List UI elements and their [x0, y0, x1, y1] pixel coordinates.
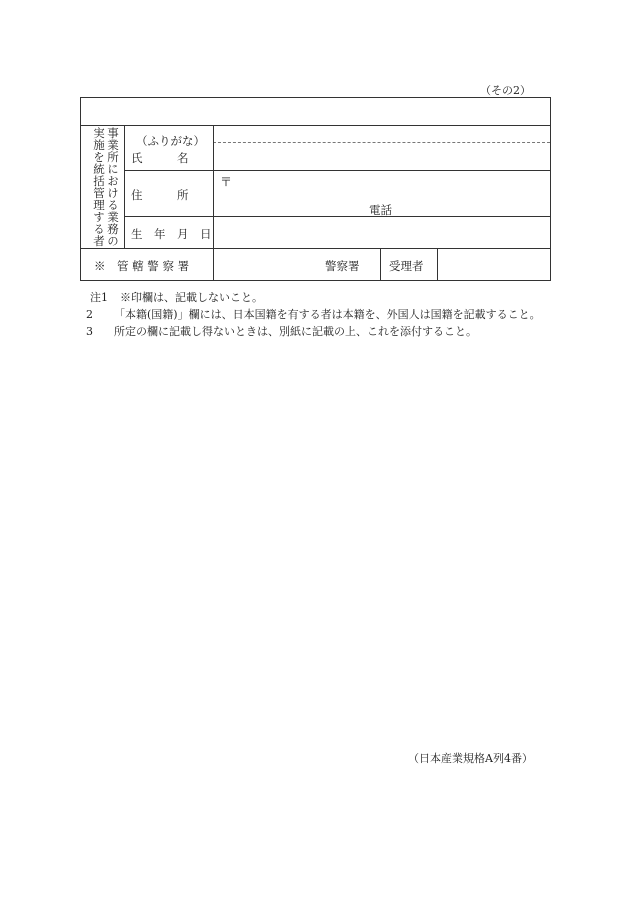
note-3	[86, 323, 560, 340]
furigana-label: （ふりがな）	[136, 134, 205, 148]
receiver-label: 受理者	[389, 259, 424, 273]
top-blank-row[interactable]	[81, 98, 550, 125]
birthdate-label: 生 年 月 日	[131, 227, 212, 241]
phone-label: 電話	[369, 203, 392, 217]
note-2-text: 「本籍(国籍)」欄には、日本国籍を有する者は本籍を、外国人は国籍を記載すること。	[114, 308, 541, 321]
birthdate-input[interactable]	[214, 217, 550, 248]
receiver-input[interactable]	[438, 249, 550, 280]
note-2	[86, 306, 560, 323]
notes-section	[86, 289, 560, 340]
furigana-input[interactable]	[214, 126, 550, 142]
page-number-label: （その2）	[480, 84, 531, 97]
note-1-text: ※印欄は、記載しないこと。	[120, 291, 263, 304]
footer-standard-label: （日本産業規格A列4番）	[408, 752, 533, 765]
form-table	[0, 0, 630, 300]
note-2-number: 2	[86, 308, 93, 321]
responsible-person-header: 事業所における業務の実施を統括管理する者	[92, 127, 120, 247]
note-1	[90, 289, 560, 306]
note-3-number: 3	[86, 325, 93, 338]
jurisdiction-label: ※ 管 轄 警 察 署	[94, 259, 190, 273]
name-input[interactable]	[214, 143, 550, 170]
postal-mark: 〒	[220, 175, 233, 189]
police-station-suffix: 警察署	[325, 259, 360, 273]
address-label: 住 所	[131, 188, 189, 202]
note-1-number: 注1	[90, 291, 108, 304]
note-3-text: 所定の欄に記載し得ないときは、別紙に記載の上、これを添付すること。	[114, 325, 477, 338]
name-label: 氏 名	[131, 151, 189, 165]
